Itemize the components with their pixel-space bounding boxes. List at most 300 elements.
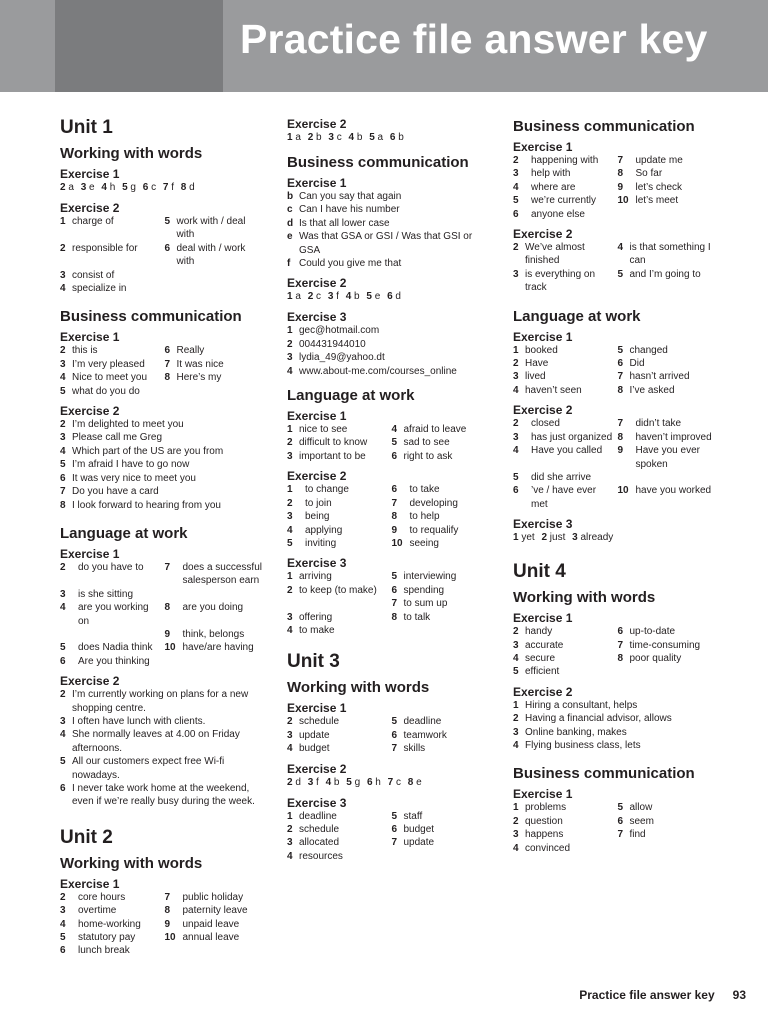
answer-number: 3 — [287, 837, 293, 849]
exercise-title: Exercise 1 — [513, 140, 573, 154]
answer-number: 8 — [391, 511, 398, 523]
answer-list — [513, 417, 718, 511]
answer-number: 2 — [513, 713, 519, 725]
answer-number: 4 — [287, 524, 293, 536]
exercise-title: Exercise 1 — [60, 546, 120, 561]
answer-text: Flying business class, lets — [525, 739, 641, 751]
answer-item — [392, 570, 493, 583]
answer-number — [392, 850, 404, 863]
answer-item — [513, 532, 535, 543]
exercise — [60, 404, 265, 512]
answer-number: 5 — [60, 642, 66, 654]
answer-number: 5 — [122, 182, 128, 193]
answer-item — [165, 282, 266, 295]
answer-item — [308, 291, 321, 302]
answer-text: g — [127, 182, 136, 193]
answer-text: b — [313, 132, 322, 143]
answer-number: 4 — [513, 739, 519, 751]
answer-number: 2 — [60, 182, 66, 193]
answer-text: to help — [409, 511, 440, 523]
answer-number: 2 — [287, 823, 293, 835]
answer-item — [101, 182, 115, 193]
answer-item — [618, 639, 719, 652]
exercise-title: Exercise 2 — [513, 684, 573, 699]
answer-number: 4 — [60, 729, 66, 741]
answer-item — [513, 268, 614, 295]
answer-item — [308, 132, 322, 143]
answer-number: 3 — [60, 269, 66, 281]
answer-text: seeing — [409, 537, 439, 549]
exercise-title: Exercise 3 — [287, 795, 347, 810]
answer-item — [287, 190, 492, 203]
answer-text: Can I have his number — [299, 204, 400, 216]
answer-item — [618, 828, 719, 841]
answer-item — [287, 217, 492, 230]
answer-item — [60, 588, 161, 601]
answer-list — [287, 715, 492, 755]
answer-text: interviewing — [403, 571, 457, 583]
answer-number: 7 — [387, 776, 394, 788]
answer-text: is she sitting — [78, 588, 134, 600]
answer-number: 3 — [60, 715, 66, 727]
answer-item — [369, 132, 383, 143]
answer-list — [60, 344, 265, 398]
answer-item — [165, 385, 266, 398]
exercise-title: Exercise 3 — [513, 517, 573, 532]
answer-number: 4 — [348, 132, 355, 143]
answer-number: 8 — [60, 499, 66, 511]
answer-item — [513, 167, 614, 180]
answer-item — [513, 726, 718, 739]
exercise-title: Exercise 3 — [287, 310, 347, 325]
answer-item — [287, 132, 301, 143]
answer-text: I often have lunch with clients. — [72, 715, 206, 727]
answer-number: 8 — [180, 182, 187, 193]
answer-item — [618, 370, 719, 383]
section-heading: Language at work — [513, 307, 641, 325]
answer-number — [60, 628, 78, 641]
answer-item — [60, 418, 265, 431]
answer-number: 5 — [391, 810, 398, 822]
answer-item — [618, 194, 719, 207]
answer-item — [618, 625, 719, 638]
answer-text: Having a financial advisor, allows — [525, 713, 672, 725]
answer-number: 1 — [287, 132, 293, 143]
answer-item — [392, 624, 493, 637]
answer-item — [81, 182, 95, 193]
answer-item — [541, 532, 565, 543]
exercise-title: Exercise 1 — [513, 611, 573, 626]
answer-text: Do you have a card — [72, 486, 159, 498]
answer-text: to join — [305, 497, 332, 509]
answer-item — [60, 371, 161, 384]
exercise-title: Exercise 1 — [287, 409, 347, 424]
answer-number: 5 — [617, 268, 624, 280]
exercise-title: Exercise 1 — [287, 701, 347, 716]
answer-item — [572, 532, 613, 543]
answer-text: paternity leave — [182, 905, 248, 917]
answer-number: 2 — [287, 437, 293, 449]
answer-item — [287, 324, 492, 337]
answer-text: 004431944010 — [299, 338, 366, 350]
answer-text: yet — [518, 532, 535, 544]
answer-item — [287, 810, 388, 823]
answer-number: 3 — [287, 511, 293, 523]
answer-text: Is that all lower case — [299, 217, 390, 229]
answer-number: 2 — [513, 626, 519, 638]
answer-item — [513, 154, 614, 167]
answer-text: responsible for — [72, 242, 138, 254]
answer-item — [392, 423, 493, 436]
answer-number: 3 — [513, 639, 519, 651]
answer-number: 2 — [60, 242, 66, 254]
answer-item — [287, 203, 492, 216]
answer-text: to take — [409, 484, 440, 496]
answer-text: deal with / work with — [176, 242, 246, 268]
answer-item — [165, 344, 266, 357]
answer-item — [618, 208, 719, 221]
answer-item — [392, 850, 493, 863]
answer-list — [513, 699, 718, 753]
answer-text: anyone else — [531, 208, 585, 220]
answer-number: 4 — [325, 776, 332, 788]
answer-item — [165, 944, 266, 957]
answer-number: 4 — [60, 283, 66, 295]
answer-text: important to be — [299, 450, 366, 462]
exercise-title: Exercise 1 — [60, 167, 120, 181]
answer-list — [60, 418, 265, 512]
answer-text — [630, 842, 719, 855]
answer-item — [165, 269, 266, 282]
answer-number: 6 — [391, 450, 398, 462]
answer-number — [618, 842, 630, 855]
answer-text: this is — [72, 345, 98, 357]
exercise-title: Exercise 2 — [287, 761, 347, 776]
answer-number: 6 — [617, 358, 624, 370]
exercise — [513, 685, 718, 753]
answer-text: She normally leaves at 4.00 on Friday afternoons. — [72, 729, 240, 754]
exercise — [513, 330, 718, 398]
exercise — [287, 556, 492, 637]
answer-text: sad to see — [403, 437, 450, 449]
answer-text: budget — [403, 823, 435, 835]
answer-number: 4 — [513, 384, 519, 396]
answer-number: b — [287, 191, 294, 202]
answer-item — [165, 588, 266, 601]
answer-list — [513, 241, 718, 295]
answer-text: have you worked — [635, 485, 712, 497]
answer-list — [60, 561, 265, 668]
answer-text: Here’s my — [176, 372, 222, 384]
answer-item — [60, 282, 161, 295]
answer-text: handy — [525, 626, 553, 638]
answer-item — [287, 597, 388, 610]
answer-number: 4 — [287, 743, 293, 755]
exercise-title: Exercise 2 — [513, 403, 573, 418]
answer-text: e — [86, 182, 95, 193]
answer-item — [392, 742, 493, 755]
answer-number: 7 — [617, 829, 624, 841]
answer-number: 2 — [287, 716, 293, 728]
answer-text: Have you ever spoken — [635, 445, 700, 470]
answer-item — [513, 484, 614, 511]
answer-text: update me — [635, 155, 683, 166]
answer-number: 2 — [60, 345, 66, 357]
answer-number — [165, 269, 177, 282]
answer-number: 3 — [60, 432, 66, 444]
answer-text: b — [331, 776, 340, 788]
answer-number: 9 — [617, 181, 624, 193]
answer-item — [287, 742, 388, 755]
answer-text: lived — [525, 371, 546, 383]
answer-number: 5 — [60, 932, 66, 944]
answer-text: gec@hotmail.com — [299, 325, 380, 337]
answer-item — [392, 823, 493, 836]
answer-number: 3 — [572, 532, 578, 544]
answer-item — [367, 777, 381, 788]
answer-number: 2 — [287, 776, 293, 788]
answer-item — [287, 524, 388, 537]
answer-number — [165, 385, 177, 398]
answer-list — [287, 776, 492, 790]
exercise-title: Exercise 2 — [287, 469, 347, 484]
answer-text — [183, 588, 266, 601]
answer-item — [143, 182, 156, 193]
answer-item — [287, 510, 388, 523]
answer-text: a — [292, 291, 301, 303]
unit-heading: Unit 4 — [513, 561, 566, 583]
answer-number: 2 — [513, 815, 519, 827]
header-accent-block — [55, 0, 223, 92]
answer-number: 2 — [60, 689, 66, 701]
answer-item — [513, 665, 614, 678]
answer-text: happens — [525, 829, 564, 841]
answer-number: 3 — [287, 729, 293, 741]
column-1 — [60, 117, 265, 964]
answer-item — [513, 370, 614, 383]
answer-number: 3 — [513, 829, 519, 841]
answer-text: Was that GSA or GSI / Was that GSI or GSA — [299, 231, 473, 256]
answer-text: does a successful salesperson earn — [182, 561, 262, 587]
answer-item — [513, 471, 614, 484]
answer-number: 6 — [391, 484, 398, 496]
answer-text: booked — [525, 344, 558, 356]
answer-item — [60, 628, 161, 641]
answer-number: 7 — [617, 155, 624, 166]
answer-item — [392, 537, 493, 550]
answer-item — [165, 628, 266, 641]
answer-item — [287, 230, 492, 257]
answer-number: 4 — [345, 291, 352, 303]
answer-item — [392, 483, 493, 496]
answer-number: 6 — [60, 472, 66, 484]
answer-item — [513, 639, 614, 652]
answer-number: 5 — [391, 437, 398, 449]
answer-number: 8 — [407, 776, 414, 788]
answer-text: I’ve asked — [629, 384, 675, 396]
page-title: Practice file answer key — [240, 16, 708, 62]
exercise-title: Exercise 2 — [287, 117, 347, 131]
answer-number: 4 — [60, 372, 66, 384]
answer-number: 7 — [391, 837, 398, 849]
exercise-title: Exercise 1 — [60, 330, 120, 345]
answer-list — [287, 324, 492, 378]
answer-item — [287, 291, 301, 302]
answer-item — [165, 655, 266, 668]
answer-item — [618, 357, 719, 370]
answer-number: 7 — [391, 598, 398, 610]
answer-text: budget — [299, 743, 330, 755]
answer-number: 5 — [391, 571, 398, 583]
answer-item — [618, 665, 719, 678]
answer-text: difficult to know — [299, 437, 368, 449]
answer-number: 8 — [391, 611, 398, 623]
answer-number: 2 — [307, 291, 314, 303]
answer-text: annual leave — [182, 932, 240, 944]
answer-number: 3 — [60, 588, 66, 600]
answer-text: changed — [629, 344, 668, 356]
answer-number: 2 — [513, 418, 519, 430]
answer-item — [287, 715, 388, 728]
answer-item — [60, 431, 265, 444]
answer-item — [60, 458, 265, 471]
answer-number: 3 — [513, 168, 519, 180]
answer-text: h — [106, 182, 116, 193]
answer-list — [287, 290, 492, 304]
answer-item — [163, 182, 174, 193]
answer-number: 3 — [60, 358, 66, 370]
answer-text: Really — [176, 345, 205, 357]
answer-number: 7 — [391, 497, 398, 509]
answer-text — [177, 282, 266, 295]
answer-item — [513, 652, 614, 665]
answer-number: 10 — [164, 642, 176, 654]
answer-number: 10 — [164, 932, 176, 944]
answer-item — [392, 436, 493, 449]
answer-item — [618, 154, 719, 167]
answer-number: 8 — [617, 431, 624, 443]
unit-heading: Unit 2 — [60, 826, 113, 848]
answer-number: 4 — [287, 624, 293, 636]
answer-list — [513, 531, 718, 545]
answer-number: 5 — [617, 802, 624, 814]
answer-text: www.about-me.com/courses_online — [299, 365, 457, 377]
answer-text: a — [374, 132, 384, 143]
answer-item — [328, 291, 339, 302]
answer-item — [287, 450, 388, 463]
answer-number: 8 — [617, 652, 624, 664]
answer-text: what do you do — [72, 385, 140, 397]
answer-number — [165, 655, 183, 668]
answer-number: 4 — [513, 652, 519, 664]
answer-item — [349, 132, 363, 143]
answer-text: c — [148, 182, 157, 193]
answer-text: Hiring a consultant, helps — [525, 699, 638, 711]
answer-text: question — [525, 815, 563, 827]
answer-number: 6 — [60, 655, 66, 667]
answer-item — [287, 584, 388, 597]
answer-text: to requalify — [409, 524, 459, 536]
answer-number: 5 — [513, 471, 519, 483]
answer-number: 7 — [617, 371, 624, 383]
answer-number: 7 — [391, 743, 398, 755]
answer-number: 6 — [60, 945, 66, 957]
answer-text: c — [333, 132, 342, 143]
answer-item — [392, 497, 493, 510]
answer-text: happening with — [531, 155, 599, 166]
answer-item — [618, 268, 719, 295]
answer-number: 6 — [391, 823, 398, 835]
answer-number: 2 — [287, 338, 293, 350]
answer-number: 5 — [346, 776, 352, 788]
answer-text: schedule — [299, 716, 340, 728]
answer-text: home-working — [78, 918, 141, 930]
answer-number: 5 — [369, 132, 375, 143]
answer-text: do you have to — [78, 561, 144, 573]
exercise-title: Exercise 1 — [513, 787, 573, 802]
answer-list — [60, 688, 265, 809]
answer-text: allocated — [299, 837, 340, 849]
answer-item — [366, 291, 380, 302]
answer-item — [60, 782, 265, 809]
answer-item — [618, 417, 719, 430]
answer-number: 8 — [617, 384, 624, 396]
answer-item — [287, 338, 492, 351]
answer-item — [388, 777, 401, 788]
answer-number: 10 — [391, 537, 403, 549]
answer-text: Nice to meet you — [72, 372, 148, 384]
answer-text: have/are having — [182, 642, 254, 654]
answer-item — [60, 182, 74, 193]
answer-text: think, belongs — [182, 628, 245, 640]
answer-number: 6 — [617, 626, 624, 638]
answer-number: 2 — [60, 561, 66, 573]
answer-number: 2 — [60, 419, 66, 431]
answer-number: 5 — [60, 756, 66, 768]
answer-item — [392, 597, 493, 610]
section-heading: Business communication — [513, 118, 695, 135]
answer-text: Could you give me that — [299, 258, 402, 270]
answer-item — [165, 904, 266, 917]
answer-number: 2 — [287, 497, 293, 509]
exercise — [513, 517, 718, 545]
answer-text: All our customers expect free Wi-fi nowadays. — [72, 756, 225, 781]
answer-item — [60, 269, 161, 282]
answer-text: Which part of the US are you from — [72, 445, 224, 457]
answer-number: 5 — [366, 291, 372, 303]
exercise — [60, 674, 265, 809]
answer-text: convinced — [525, 842, 571, 854]
answer-text: skills — [403, 743, 426, 755]
answer-item — [390, 132, 404, 143]
exercise — [513, 140, 718, 221]
answer-item — [513, 241, 614, 268]
answer-number: 4 — [60, 602, 66, 614]
exercise — [287, 409, 492, 463]
exercise-title: Exercise 1 — [60, 876, 120, 891]
answer-item — [328, 132, 341, 143]
answer-number: 1 — [287, 291, 293, 303]
exercise — [513, 611, 718, 679]
answer-item — [346, 777, 360, 788]
answer-number: 4 — [513, 445, 519, 457]
answer-number: 6 — [387, 291, 393, 303]
answer-text: c — [313, 291, 322, 303]
exercise — [287, 701, 492, 755]
answer-number: 6 — [391, 729, 398, 741]
answer-item — [618, 444, 719, 471]
answer-item — [513, 842, 614, 855]
